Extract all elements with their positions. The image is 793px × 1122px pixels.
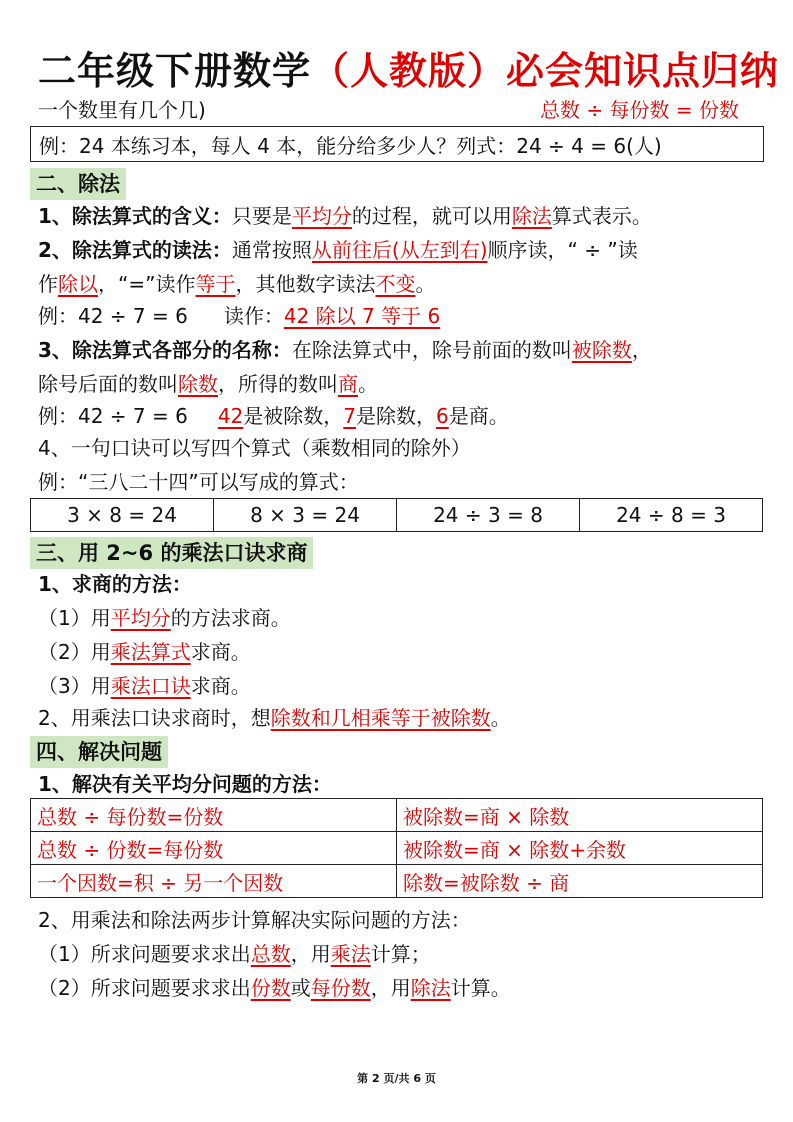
method-2: [38, 638, 251, 666]
highlight: 份数: [250, 976, 291, 1000]
text: （1）所求问题要求求出: [38, 942, 251, 966]
highlight: 平均分: [291, 204, 352, 228]
table-cell: 总数 ÷ 份数=每份数: [31, 832, 397, 865]
table-cell: 3 × 8 = 24: [31, 499, 214, 532]
division-reading-cont: [38, 270, 435, 298]
division-parts: [38, 336, 652, 364]
table-cell: 被除数=商 × 除数+余数: [397, 832, 763, 865]
highlight: 不变: [375, 272, 416, 296]
table-cell: 总数 ÷ 每份数=份数: [31, 799, 397, 832]
text: 是除数，: [356, 404, 437, 428]
table-cell: 一个因数=积 ÷ 另一个因数: [31, 865, 397, 898]
title-tail: 必会知识点归纳: [506, 49, 780, 93]
highlight: 6: [436, 404, 449, 428]
table-row: [31, 865, 763, 898]
highlight: 平均分: [110, 606, 171, 630]
table-cell: 8 × 3 = 24: [214, 499, 397, 532]
text: 例：42 ÷ 7 = 6: [38, 404, 188, 428]
method-3: [38, 672, 251, 700]
two-step-1: [38, 940, 431, 968]
table-cell: 被除数=商 × 除数: [397, 799, 763, 832]
text: ，用: [370, 976, 411, 1000]
text: 除号后面的数叫: [38, 372, 178, 396]
text: 只要是: [231, 204, 292, 228]
highlight: 乘法: [330, 942, 371, 966]
text: 读作：: [223, 304, 284, 328]
section1-line: 一个数里有几个几): [38, 98, 206, 122]
table-cell: 24 ÷ 8 = 3: [580, 499, 763, 532]
section-header-problems: 四、解决问题: [30, 736, 168, 768]
table-cell: 除数=被除数 ÷ 商: [397, 865, 763, 898]
text: 顺序读，“ ÷ ”读: [487, 238, 638, 262]
highlight: 乘法算式: [110, 640, 191, 664]
text: 。: [415, 272, 436, 296]
text: 。: [490, 706, 511, 730]
text: ，用: [290, 942, 331, 966]
example-parts: [38, 402, 509, 430]
highlight: 除法: [410, 976, 451, 1000]
title-version: （人教版）: [311, 49, 507, 93]
two-step-2: [38, 974, 511, 1002]
example-reading: [38, 302, 440, 330]
text: ，所得的数叫: [218, 372, 338, 396]
text: 的方法求商。: [170, 606, 291, 630]
text: （3）用: [38, 674, 111, 698]
text: （1）用: [38, 606, 111, 630]
section1-formula: 总数 ÷ 每份数 = 份数: [540, 98, 739, 122]
text: 是商。: [448, 404, 509, 428]
division-reading: [38, 236, 638, 264]
section-header-quotient: 三、用 2~6 的乘法口诀求商: [30, 537, 313, 569]
text: 计算；: [370, 942, 431, 966]
text: ，其他数字读法: [235, 272, 376, 296]
label: 1、除法算式的含义：: [38, 204, 232, 228]
text: 或: [290, 976, 311, 1000]
formula-table: [30, 498, 763, 532]
highlight: 商: [338, 372, 358, 396]
quotient-tip: [38, 704, 511, 732]
example-text: 例：24 本练习本，每人 4 本，能分给多少人？列式：24 ÷ 4 = 6(人): [39, 134, 662, 158]
label: 2、除法算式的读法：: [38, 238, 232, 262]
highlight: 除以: [58, 272, 98, 296]
text: 求商。: [190, 640, 251, 664]
highlight: 除数和几相乘等于被除数: [270, 706, 491, 730]
highlight: 等于: [195, 272, 236, 296]
table-cell: 24 ÷ 3 = 8: [397, 499, 580, 532]
text: 算式表示。: [551, 204, 652, 228]
text: 例：42 ÷ 7 = 6: [38, 304, 188, 328]
rhyme-rule: 4、一句口诀可以写四个算式（乘数相同的除外）: [38, 436, 471, 460]
table-row: [31, 799, 763, 832]
text: ，“=”读作: [98, 272, 196, 296]
highlight: 7: [343, 404, 357, 428]
section-header-division: 二、除法: [30, 168, 126, 200]
rhyme-example: 例：“三八二十四”可以写成的算式：: [38, 470, 359, 494]
page-title: [38, 40, 779, 95]
text: （2）所求问题要求求出: [38, 976, 251, 1000]
title-main: 二年级下册数学: [38, 49, 312, 93]
table-row: [31, 832, 763, 865]
text: 是被除数，: [243, 404, 344, 428]
highlight: 从前往后(从左到右): [311, 238, 488, 262]
text: 。: [358, 372, 378, 396]
division-meaning: [38, 202, 652, 230]
division-parts-cont: [38, 370, 378, 398]
highlight: 被除数: [571, 338, 632, 362]
highlight: 总数: [250, 942, 291, 966]
text: 在除法算式中，除号前面的数叫: [291, 338, 572, 362]
highlight: 42 除以 7 等于 6: [283, 304, 441, 328]
text: 2、用乘法口诀求商时，想: [38, 706, 271, 730]
two-step-title: 2、用乘法和除法两步计算解决实际问题的方法：: [38, 908, 471, 932]
highlight: 42: [217, 404, 244, 428]
highlight: 除数: [178, 372, 218, 396]
quotient-methods-title: 1、求商的方法：: [38, 572, 192, 596]
problems-title: 1、解决有关平均分问题的方法：: [38, 772, 332, 796]
text: 计算。: [450, 976, 511, 1000]
example-box: [30, 126, 764, 162]
methods-table: [30, 798, 763, 898]
text: 的过程，就可以用: [351, 204, 512, 228]
highlight: 每份数: [310, 976, 371, 1000]
label: 3、除法算式各部分的名称：: [38, 338, 292, 362]
text: 通常按照: [231, 238, 312, 262]
method-1: [38, 604, 291, 632]
text: 作: [38, 272, 58, 296]
text: 求商。: [190, 674, 251, 698]
table-row: [31, 499, 763, 532]
highlight: 乘法口诀: [110, 674, 191, 698]
page-footer: 第 2 页/共 6 页: [357, 1072, 436, 1085]
text: （2）用: [38, 640, 111, 664]
highlight: 除法: [511, 204, 552, 228]
text: ，: [631, 338, 652, 362]
